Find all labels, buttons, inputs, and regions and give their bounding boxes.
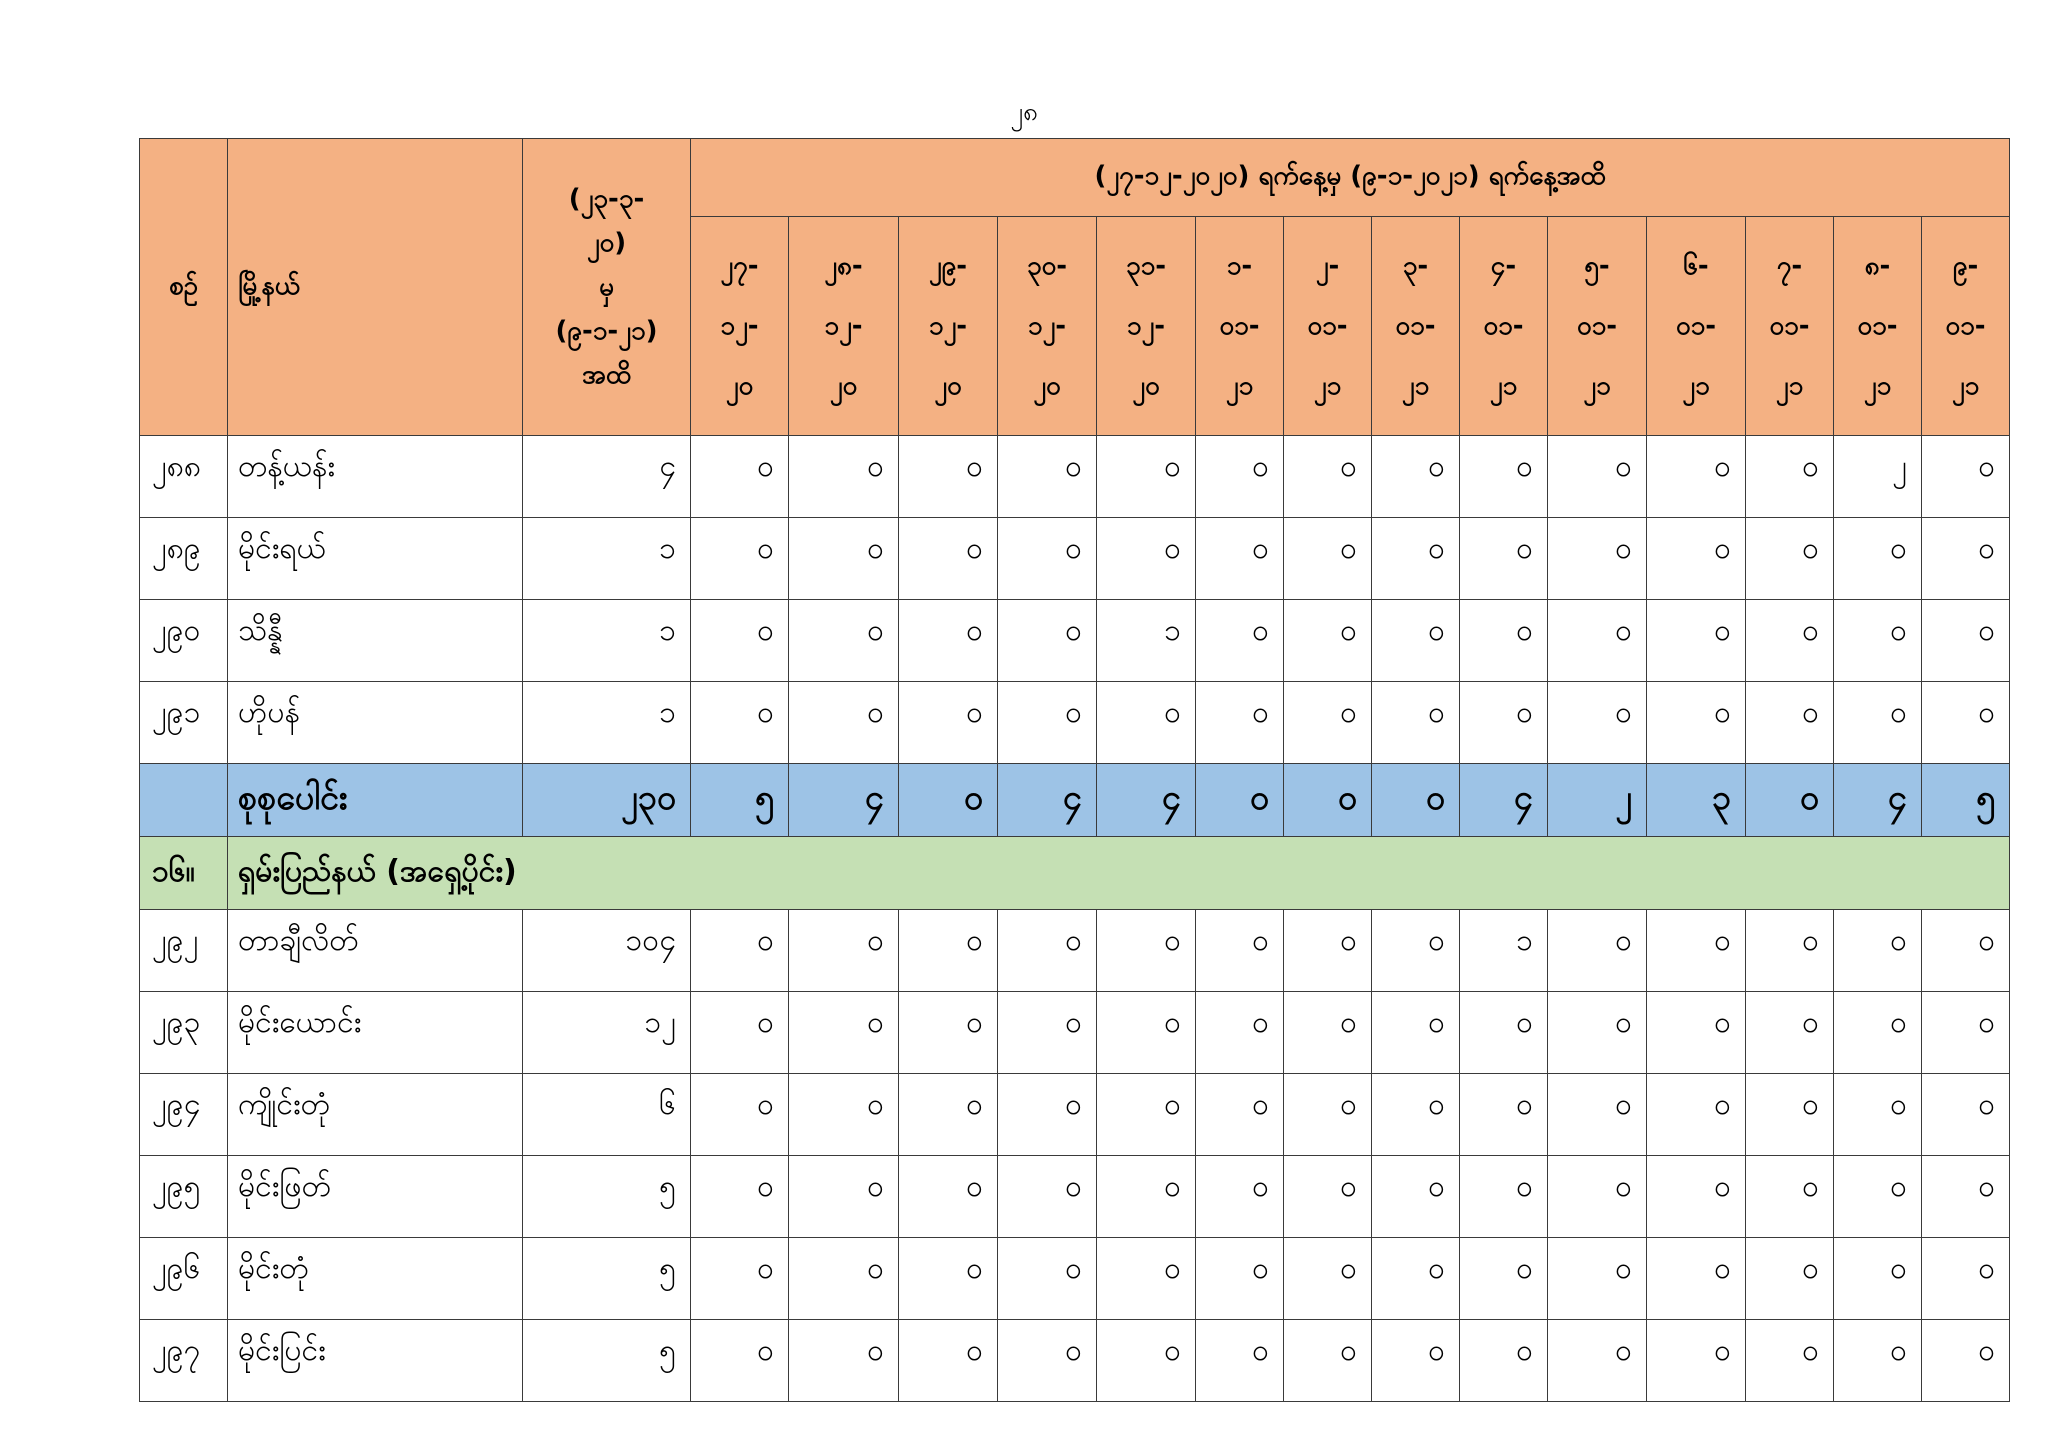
- total-daily-cell: ၄: [1834, 764, 1922, 837]
- daily-cases-cell: ၀: [1746, 1238, 1834, 1320]
- serial-number-cell: ၂၉၀: [140, 600, 228, 682]
- township-cell: မိုင်းဖြတ်: [228, 1156, 523, 1238]
- total-daily-cell: ၄: [1097, 764, 1196, 837]
- daily-cases-cell: ၀: [1647, 1320, 1746, 1402]
- daily-cases-cell: ၀: [1647, 682, 1746, 764]
- daily-cases-cell: ၀: [1097, 436, 1196, 518]
- daily-cases-cell: ၀: [789, 600, 899, 682]
- cumulative-cases-cell: ၆: [523, 1074, 691, 1156]
- daily-cases-cell: ၀: [998, 992, 1097, 1074]
- daily-cases-cell: ၀: [998, 910, 1097, 992]
- daily-cases-cell: ၀: [789, 1074, 899, 1156]
- total-daily-cell: ၄: [998, 764, 1097, 837]
- daily-cases-cell: ၀: [899, 1156, 998, 1238]
- serial-number-cell: ၂၉၃: [140, 992, 228, 1074]
- daily-cases-cell: ၀: [1372, 600, 1460, 682]
- daily-cases-cell: ၂: [1834, 436, 1922, 518]
- daily-cases-cell: ၀: [899, 1074, 998, 1156]
- date-header: ၂- ၀၁- ၂၁: [1284, 217, 1372, 436]
- daily-cases-cell: ၀: [1097, 682, 1196, 764]
- daily-cases-cell: ၀: [1196, 1156, 1284, 1238]
- cumulative-cases-cell: ၁: [523, 518, 691, 600]
- daily-cases-cell: ၀: [1097, 1074, 1196, 1156]
- serial-number-cell: ၂၉၁: [140, 682, 228, 764]
- daily-cases-cell: ၀: [1372, 518, 1460, 600]
- daily-cases-cell: ၀: [691, 910, 789, 992]
- daily-cases-cell: ၀: [1196, 436, 1284, 518]
- date-header: ၃၀- ၁၂- ၂၀: [998, 217, 1097, 436]
- cumulative-cases-cell: ၅: [523, 1320, 691, 1402]
- date-header: ၉- ၀၁- ၂၁: [1922, 217, 2010, 436]
- total-row-blank-cell: [140, 764, 228, 837]
- total-cumulative-cell: ၂၃၀: [523, 764, 691, 837]
- daily-cases-cell: ၀: [1647, 600, 1746, 682]
- daily-cases-cell: ၀: [1647, 518, 1746, 600]
- daily-cases-cell: ၀: [1372, 1074, 1460, 1156]
- daily-cases-cell: ၀: [998, 600, 1097, 682]
- daily-cases-cell: ၀: [1746, 682, 1834, 764]
- daily-cases-cell: ၀: [1284, 1074, 1372, 1156]
- header-row: [140, 139, 2010, 217]
- daily-cases-cell: ၀: [789, 1156, 899, 1238]
- daily-cases-cell: ၀: [789, 518, 899, 600]
- date-header: ၈- ၀၁- ၂၁: [1834, 217, 1922, 436]
- total-daily-cell: ၂: [1548, 764, 1647, 837]
- daily-cases-cell: ၀: [1460, 1320, 1548, 1402]
- table-row: [140, 1320, 2010, 1402]
- daily-cases-cell: ၀: [1922, 436, 2010, 518]
- township-cell: မိုင်းရယ်: [228, 518, 523, 600]
- township-cell: သိန္နီ: [228, 600, 523, 682]
- daily-cases-cell: ၀: [1922, 910, 2010, 992]
- serial-number-cell: ၂၉၅: [140, 1156, 228, 1238]
- daily-cases-cell: ၀: [1922, 992, 2010, 1074]
- township-cell: မိုင်းတုံ: [228, 1238, 523, 1320]
- daily-cases-cell: ၀: [1548, 682, 1647, 764]
- daily-cases-cell: ၀: [1746, 1156, 1834, 1238]
- daily-cases-cell: ၀: [789, 992, 899, 1074]
- daily-cases-cell: ၀: [691, 682, 789, 764]
- daily-cases-cell: ၀: [691, 518, 789, 600]
- date-header: ၄- ၀၁- ၂၁: [1460, 217, 1548, 436]
- daily-cases-cell: ၀: [1746, 436, 1834, 518]
- township-case-table: [139, 138, 2010, 1402]
- daily-cases-cell: ၀: [1372, 1320, 1460, 1402]
- daily-cases-cell: ၀: [1097, 1320, 1196, 1402]
- daily-cases-cell: ၀: [1548, 910, 1647, 992]
- date-header: ၂၈- ၁၂- ၂၀: [789, 217, 899, 436]
- daily-cases-cell: ၀: [1834, 910, 1922, 992]
- daily-cases-cell: ၀: [1372, 1156, 1460, 1238]
- serial-number-cell: ၂၉၇: [140, 1320, 228, 1402]
- township-cell: မိုင်းပြင်း: [228, 1320, 523, 1402]
- cumulative-cases-cell: ၁: [523, 682, 691, 764]
- township-cell: ဟိုပန်: [228, 682, 523, 764]
- daily-cases-cell: ၀: [1548, 436, 1647, 518]
- section-title: ရှမ်းပြည်နယ် (အရှေ့ပိုင်း): [228, 837, 2010, 910]
- daily-cases-cell: ၀: [1834, 992, 1922, 1074]
- daily-cases-cell: ၀: [1647, 1156, 1746, 1238]
- daily-cases-cell: ၀: [1460, 1074, 1548, 1156]
- total-row: [140, 764, 2010, 837]
- table-row: [140, 1156, 2010, 1238]
- daily-cases-cell: ၀: [1460, 992, 1548, 1074]
- table-row: [140, 1238, 2010, 1320]
- daily-cases-cell: ၀: [1372, 682, 1460, 764]
- total-daily-cell: ၀: [1372, 764, 1460, 837]
- daily-cases-cell: ၀: [1460, 518, 1548, 600]
- total-daily-cell: ၀: [1284, 764, 1372, 837]
- daily-cases-cell: ၀: [1372, 910, 1460, 992]
- daily-cases-cell: ၀: [1196, 682, 1284, 764]
- daily-cases-cell: ၀: [1097, 518, 1196, 600]
- daily-cases-cell: ၀: [1834, 1156, 1922, 1238]
- total-daily-cell: ၀: [1746, 764, 1834, 837]
- date-header: ၃၁- ၁၂- ၂၀: [1097, 217, 1196, 436]
- daily-cases-cell: ၀: [899, 600, 998, 682]
- daily-cases-cell: ၀: [1922, 1156, 2010, 1238]
- daily-cases-cell: ၀: [998, 682, 1097, 764]
- daily-cases-cell: ၀: [998, 1238, 1097, 1320]
- page-number: ၂၈: [1010, 97, 1038, 127]
- daily-cases-cell: ၀: [691, 1074, 789, 1156]
- daily-cases-cell: ၀: [899, 1238, 998, 1320]
- daily-cases-cell: ၀: [1834, 600, 1922, 682]
- daily-cases-cell: ၀: [1372, 992, 1460, 1074]
- daily-cases-cell: ၀: [1548, 600, 1647, 682]
- date-header: ၁- ၀၁- ၂၁: [1196, 217, 1284, 436]
- daily-cases-cell: ၀: [789, 1320, 899, 1402]
- table-row: [140, 992, 2010, 1074]
- table-row: [140, 600, 2010, 682]
- daily-cases-cell: ၀: [1647, 1074, 1746, 1156]
- daily-cases-cell: ၀: [1922, 518, 2010, 600]
- daily-cases-cell: ၀: [1460, 600, 1548, 682]
- daily-cases-cell: ၀: [789, 682, 899, 764]
- daily-cases-cell: ၀: [1097, 910, 1196, 992]
- daily-cases-cell: ၀: [691, 1320, 789, 1402]
- daily-cases-cell: ၀: [1196, 600, 1284, 682]
- daily-cases-cell: ၀: [1834, 1238, 1922, 1320]
- daily-cases-cell: ၀: [1196, 518, 1284, 600]
- total-daily-cell: ၀: [899, 764, 998, 837]
- daily-cases-cell: ၀: [1284, 992, 1372, 1074]
- daily-cases-cell: ၀: [1548, 518, 1647, 600]
- date-header: ၅- ၀၁- ၂၁: [1548, 217, 1647, 436]
- daily-cases-cell: ၀: [1746, 910, 1834, 992]
- daily-cases-cell: ၀: [1746, 1320, 1834, 1402]
- total-daily-cell: ၅: [691, 764, 789, 837]
- table-row: [140, 682, 2010, 764]
- daily-cases-cell: ၀: [1647, 1238, 1746, 1320]
- serial-number-cell: ၂၈၉: [140, 518, 228, 600]
- daily-cases-cell: ၀: [998, 518, 1097, 600]
- daily-cases-cell: ၀: [789, 910, 899, 992]
- daily-cases-cell: ၀: [1284, 436, 1372, 518]
- date-header: ၂၇- ၁၂- ၂၀: [691, 217, 789, 436]
- daily-cases-cell: ၁: [1097, 600, 1196, 682]
- date-header: ၃- ၀၁- ၂၁: [1372, 217, 1460, 436]
- daily-cases-cell: ၀: [1460, 682, 1548, 764]
- daily-cases-cell: ၀: [691, 600, 789, 682]
- township-cell: ကျိုင်းတုံ: [228, 1074, 523, 1156]
- cumulative-cases-cell: ၄: [523, 436, 691, 518]
- daily-cases-cell: ၀: [1284, 600, 1372, 682]
- daily-cases-cell: ၀: [1922, 600, 2010, 682]
- daily-cases-cell: ၁: [1460, 910, 1548, 992]
- total-daily-cell: ၀: [1196, 764, 1284, 837]
- total-daily-cell: ၃: [1647, 764, 1746, 837]
- daily-cases-cell: ၀: [1460, 436, 1548, 518]
- daily-cases-cell: ၀: [1196, 1238, 1284, 1320]
- total-daily-cell: ၄: [789, 764, 899, 837]
- daily-cases-cell: ၀: [691, 1156, 789, 1238]
- daily-cases-cell: ၀: [1372, 436, 1460, 518]
- daily-cases-cell: ၀: [1284, 1320, 1372, 1402]
- daily-cases-cell: ၀: [1647, 436, 1746, 518]
- daily-cases-cell: ၀: [1548, 1320, 1647, 1402]
- daily-cases-cell: ၀: [1647, 992, 1746, 1074]
- section-number: ၁၆။: [140, 837, 228, 910]
- total-label: စုစုပေါင်း: [228, 764, 523, 837]
- daily-cases-cell: ၀: [899, 682, 998, 764]
- daily-cases-cell: ၀: [1548, 1156, 1647, 1238]
- daily-cases-cell: ၀: [1548, 992, 1647, 1074]
- date-span-header: (၂၇-၁၂-၂၀၂၀) ရက်နေ့မှ (၉-၁-၂၀၂၁) ရက်နေ့အထိ: [691, 139, 2010, 217]
- daily-cases-cell: ၀: [1196, 910, 1284, 992]
- daily-cases-cell: ၀: [1284, 682, 1372, 764]
- township-header: မြို့နယ်: [228, 139, 523, 436]
- daily-cases-cell: ၀: [1834, 1320, 1922, 1402]
- daily-cases-cell: ၀: [1746, 992, 1834, 1074]
- daily-cases-cell: ၀: [691, 436, 789, 518]
- daily-cases-cell: ၀: [1548, 1238, 1647, 1320]
- cumulative-cases-cell: ၅: [523, 1156, 691, 1238]
- daily-cases-cell: ၀: [1647, 910, 1746, 992]
- daily-cases-cell: ၀: [1548, 1074, 1647, 1156]
- daily-cases-cell: ၀: [1284, 518, 1372, 600]
- cumulative-cases-cell: ၁၀၄: [523, 910, 691, 992]
- section-row: [140, 837, 2010, 910]
- serial-number-cell: ၂၉၆: [140, 1238, 228, 1320]
- daily-cases-cell: ၀: [1746, 518, 1834, 600]
- total-daily-cell: ၅: [1922, 764, 2010, 837]
- date-header: ၇- ၀၁- ၂၁: [1746, 217, 1834, 436]
- daily-cases-cell: ၀: [1284, 910, 1372, 992]
- daily-cases-cell: ၀: [1922, 1238, 2010, 1320]
- daily-cases-cell: ၀: [789, 436, 899, 518]
- daily-cases-cell: ၀: [1284, 1156, 1372, 1238]
- daily-cases-cell: ၀: [998, 1156, 1097, 1238]
- daily-cases-cell: ၀: [899, 992, 998, 1074]
- township-cell: မိုင်းယောင်း: [228, 992, 523, 1074]
- daily-cases-cell: ၀: [1097, 1238, 1196, 1320]
- serial-number-cell: ၂၉၂: [140, 910, 228, 992]
- daily-cases-cell: ၀: [899, 1320, 998, 1402]
- table-row: [140, 518, 2010, 600]
- daily-cases-cell: ၀: [789, 1238, 899, 1320]
- daily-cases-cell: ၀: [998, 436, 1097, 518]
- cumulative-cases-cell: ၅: [523, 1238, 691, 1320]
- serial-number-cell: ၂၈၈: [140, 436, 228, 518]
- daily-cases-cell: ၀: [1196, 1074, 1284, 1156]
- daily-cases-cell: ၀: [1460, 1238, 1548, 1320]
- daily-cases-cell: ၀: [1922, 1320, 2010, 1402]
- daily-cases-cell: ၀: [691, 992, 789, 1074]
- date-header: ၆- ၀၁- ၂၁: [1647, 217, 1746, 436]
- cumulative-cases-cell: ၁၂: [523, 992, 691, 1074]
- daily-cases-cell: ၀: [1834, 518, 1922, 600]
- daily-cases-cell: ၀: [1284, 1238, 1372, 1320]
- serial-number-header: စဉ်: [140, 139, 228, 436]
- daily-cases-cell: ၀: [998, 1074, 1097, 1156]
- table-row: [140, 1074, 2010, 1156]
- daily-cases-cell: ၀: [998, 1320, 1097, 1402]
- daily-cases-cell: ၀: [1372, 1238, 1460, 1320]
- daily-cases-cell: ၀: [1834, 1074, 1922, 1156]
- daily-cases-cell: ၀: [691, 1238, 789, 1320]
- total-daily-cell: ၄: [1460, 764, 1548, 837]
- township-cell: တန့်ယန်း: [228, 436, 523, 518]
- daily-cases-cell: ၀: [1922, 682, 2010, 764]
- daily-cases-cell: ၀: [1196, 992, 1284, 1074]
- daily-cases-cell: ၀: [899, 910, 998, 992]
- daily-cases-cell: ၀: [1460, 1156, 1548, 1238]
- serial-number-cell: ၂၉၄: [140, 1074, 228, 1156]
- daily-cases-cell: ၀: [1196, 1320, 1284, 1402]
- daily-cases-cell: ၀: [1746, 600, 1834, 682]
- daily-cases-cell: ၀: [899, 518, 998, 600]
- table-row: [140, 910, 2010, 992]
- daily-cases-cell: ၀: [899, 436, 998, 518]
- table-row: [140, 436, 2010, 518]
- cumulative-range-header: (၂၃-၃- ၂၀) မှ (၉-၁-၂၁) အထိ: [523, 139, 691, 436]
- cumulative-cases-cell: ၁: [523, 600, 691, 682]
- date-header: ၂၉- ၁၂- ၂၀: [899, 217, 998, 436]
- daily-cases-cell: ၀: [1834, 682, 1922, 764]
- daily-cases-cell: ၀: [1097, 1156, 1196, 1238]
- daily-cases-cell: ၀: [1097, 992, 1196, 1074]
- daily-cases-cell: ၀: [1922, 1074, 2010, 1156]
- daily-cases-cell: ၀: [1746, 1074, 1834, 1156]
- township-cell: တာချီလိတ်: [228, 910, 523, 992]
